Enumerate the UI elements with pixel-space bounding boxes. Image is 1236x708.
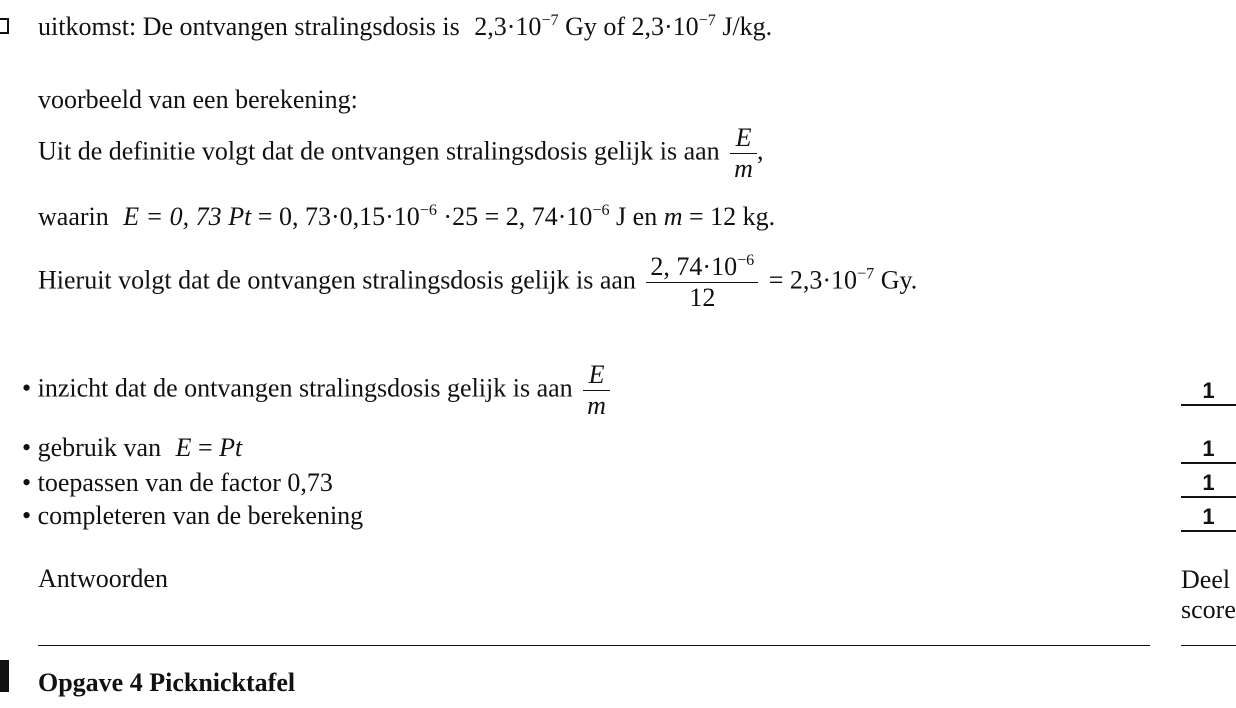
criterion-item: • toepassen van de factor 0,73 bbox=[22, 468, 333, 497]
score-point: 1 bbox=[1181, 436, 1236, 464]
answers-divider bbox=[38, 645, 1150, 646]
example-line-energy: waarin E = 0, 73 Pt = 0, $73\cdot 0,15\cdot 10^{-6} \cdot 25 = 2$, $74\cdot 10^{-6}$ J en m = 12 kg. bbox=[38, 202, 776, 231]
example-heading: voorbeeld van een berekening: bbox=[38, 85, 358, 114]
answers-label: Antwoorden bbox=[38, 564, 168, 593]
section-marker bbox=[0, 660, 9, 692]
bullet: • bbox=[22, 433, 32, 462]
result-label: uitkomst: De ontvangen stralingsdosis is bbox=[38, 12, 460, 41]
fraction-e-over-m: $\frac{E}{m}$ bbox=[730, 123, 757, 184]
criterion-item: • gebruik van E = Pt bbox=[22, 433, 243, 462]
result-line bbox=[38, 10, 772, 44]
score-column-label: Deel score bbox=[1181, 565, 1236, 624]
score-point: 1 bbox=[1181, 504, 1236, 532]
result-unit-jkg: J/kg. bbox=[722, 12, 773, 41]
criterion-item: • completeren van de berekening bbox=[22, 501, 364, 530]
answer-checkbox-marker bbox=[0, 18, 9, 34]
result-value-jkg: $2,3\cdot 10^{-7}$ bbox=[631, 12, 716, 41]
bullet: • bbox=[22, 501, 32, 530]
score-point: 1 bbox=[1181, 470, 1236, 498]
score-point: 1 bbox=[1181, 378, 1236, 406]
result-unit-gy: Gy of bbox=[565, 12, 626, 41]
fraction-e-over-m: $\frac{E}{m}$ bbox=[583, 360, 610, 421]
bullet: • bbox=[22, 373, 32, 403]
score-divider bbox=[1181, 645, 1236, 646]
bullet: • bbox=[22, 468, 32, 497]
next-exercise-title: Opgave 4 Picknicktafel bbox=[38, 668, 296, 697]
example-line-definition: Uit de definitie volgt dat de ontvangen stralingsdosis gelijk is aan $\frac{E}{m}$ , bbox=[38, 123, 764, 183]
example-line-result: Hieruit volgt dat de ontvangen stralingsdosis gelijk is aan $\frac{2, 74\cdot 10^{-6}}{12}$ = $2,3\cdot 10^{-7}$ Gy. bbox=[38, 252, 918, 312]
criterion-item: • inzicht dat de ontvangen stralingsdosis gelijk is aan $\frac{E}{m}$ bbox=[22, 360, 614, 421]
result-value-gy: $2,3\cdot 10^{-7}$ bbox=[474, 12, 559, 41]
fraction-result: $\frac{2, 74\cdot 10^{-6}}{12}$ bbox=[646, 252, 758, 313]
